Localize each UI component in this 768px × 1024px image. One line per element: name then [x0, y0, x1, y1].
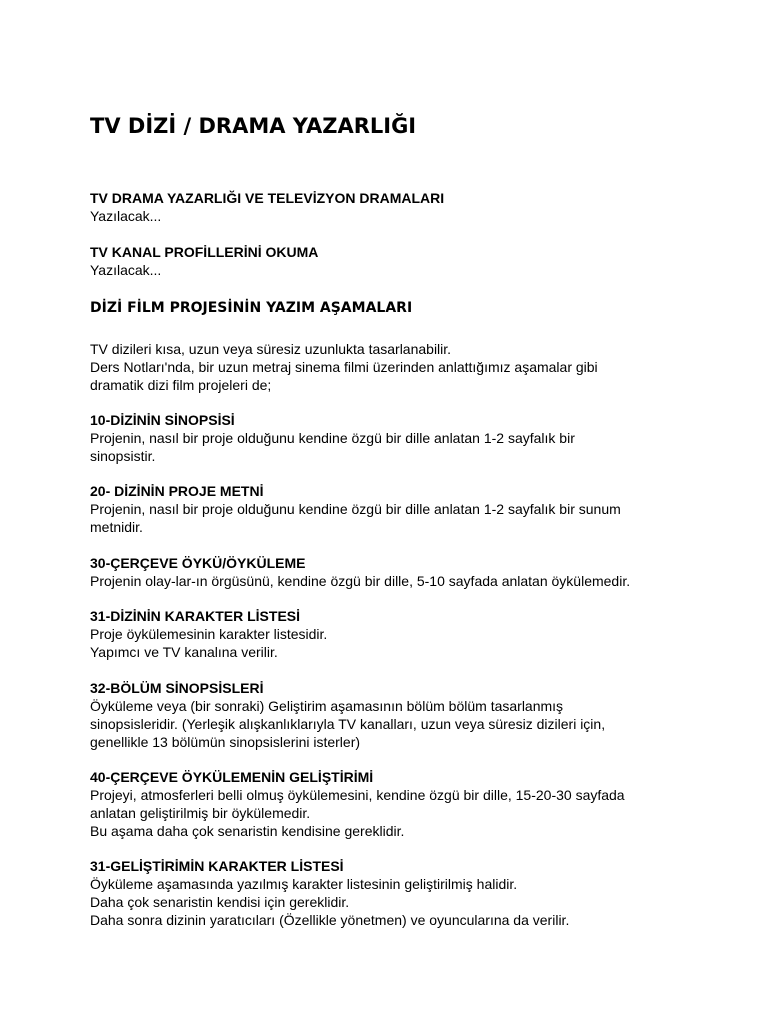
section-line: sinopsistir. [90, 448, 156, 464]
section-heading: 30-ÇERÇEVE ÖYKÜ/ÖYKÜLEME [90, 555, 306, 571]
section-tv-drama-yazarligi [90, 189, 750, 225]
section-heading: 10-DİZİNİN SİNOPSİSİ [90, 412, 235, 428]
section-line: dramatik dizi film projeleri de; [90, 377, 272, 393]
section-line: Projenin, nasıl bir proje olduğunu kendine özgü bir dille anlatan 1-2 sayfalık bir [90, 430, 575, 446]
section-line: Yapımcı ve TV kanalına verilir. [90, 644, 278, 660]
section-dizinin-karakter-listesi [90, 607, 750, 661]
section-bolum-sinopsisleri [90, 679, 750, 751]
section-yazim-asamalari [90, 299, 750, 317]
section-line: Bu aşama daha çok senaristin kendisine gereklidir. [90, 823, 405, 839]
section-heading: TV DRAMA YAZARLIĞI VE TELEVİZYON DRAMALARI [90, 190, 445, 206]
section-heading: 20- DİZİNİN PROJE METNİ [90, 483, 264, 499]
section-line: Projenin olay-lar-ın örgüsünü, kendine özgü bir dille, 5-10 sayfada anlatan öykülemedir. [90, 573, 631, 589]
section-heading: 31-DİZİNİN KARAKTER LİSTESİ [90, 608, 301, 624]
section-line: anlatan geliştirilmiş bir öykülemedir. [90, 805, 311, 821]
section-line: Proje öykülemesinin karakter listesidir. [90, 626, 328, 642]
section-cerceve-oykulemenin-gelistirimi [90, 768, 750, 840]
section-line: Öyküleme veya (bir sonraki) Geliştirim aşamasının bölüm bölüm tasarlanmış [90, 698, 564, 714]
section-gelistirimin-karakter-listesi [90, 857, 750, 929]
section-line: metnidir. [90, 519, 143, 535]
section-line: genellikle 13 bölümün sinopsislerini isterler) [90, 734, 361, 750]
section-heading: DİZİ FİLM PROJESİNİN YAZIM AŞAMALARI [90, 300, 413, 316]
section-heading: 40-ÇERÇEVE ÖYKÜLEMENİN GELİŞTİRİMİ [90, 769, 374, 785]
section-dizinin-proje-metni [90, 482, 750, 536]
section-line: Projenin, nasıl bir proje olduğunu kendine özgü bir dille anlatan 1-2 sayfalık bir sunum [90, 501, 621, 517]
section-line: Ders Notları'nda, bir uzun metraj sinema filmi üzerinden anlattığımız aşamalar gibi [90, 359, 598, 375]
section-line: sinopsisleridir. (Yerleşik alışkanlıklarıyla TV kanalları, uzun veya süresiz dizileri için, [90, 716, 606, 732]
section-line: TV dizileri kısa, uzun veya süresiz uzunlukta tasarlanabilir. [90, 341, 452, 357]
section-intro-paragraph [90, 340, 750, 394]
section-line: Yazılacak... [90, 262, 162, 278]
section-dizinin-sinopsisi [90, 411, 750, 465]
section-cerceve-oyku [90, 554, 750, 590]
section-heading: 31-GELİŞTİRİMİN KARAKTER LİSTESİ [90, 858, 344, 874]
section-heading: TV KANAL PROFİLLERİNİ OKUMA [90, 244, 319, 260]
document-title: TV DİZİ / DRAMA YAZARLIĞI [90, 114, 417, 138]
section-line: Yazılacak... [90, 208, 162, 224]
section-line: Öyküleme aşamasında yazılmış karakter listesinin geliştirilmiş halidir. [90, 876, 518, 892]
section-heading: 32-BÖLÜM SİNOPSİSLERİ [90, 680, 264, 696]
section-line: Projeyi, atmosferleri belli olmuş öykülemesini, kendine özgü bir dille, 15-20-30 sayfada [90, 787, 625, 803]
section-line: Daha çok senaristin kendisi için gereklidir. [90, 894, 350, 910]
section-line: Daha sonra dizinin yaratıcıları (Özellikle yönetmen) ve oyuncularına da verilir. [90, 912, 570, 928]
section-tv-kanal-profilleri [90, 243, 750, 279]
